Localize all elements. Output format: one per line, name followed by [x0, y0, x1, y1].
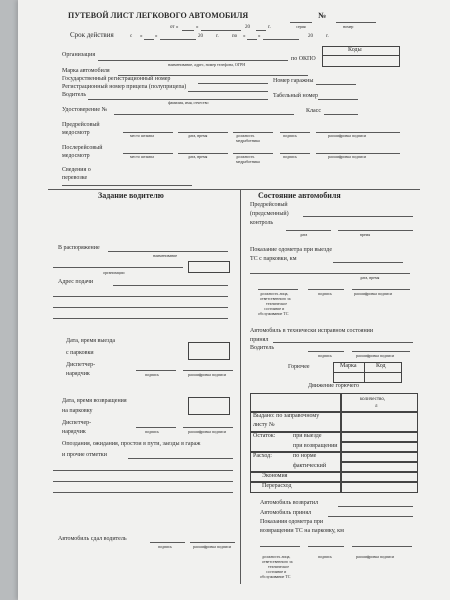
- resp-caption2: ответственного за: [260, 296, 291, 301]
- odo-depart-label: Показание одометра при выезде: [250, 247, 333, 253]
- med1-date-caption: дата, время: [188, 133, 208, 138]
- pretrip-med-label2: медосмотр: [62, 130, 90, 136]
- odo-depart-line: [333, 262, 403, 263]
- dispatch1-sig-line: [136, 370, 176, 371]
- return-resp-caption5: обслуживание ТС: [260, 574, 291, 579]
- med1-pos-caption: должность: [236, 133, 255, 138]
- tech-ok-label: Автомобиль в технически исправном состоянии: [250, 328, 374, 334]
- car-accepted-line: [328, 516, 413, 517]
- quote-open-2: «: [243, 34, 246, 39]
- handed-dec-caption: расшифровка подписи: [193, 544, 232, 549]
- med1-pos-caption2: медработника: [236, 138, 260, 143]
- to-year: 20: [308, 34, 313, 39]
- dispatch2-dec-line: [183, 427, 233, 428]
- resp-pos-line: [258, 289, 298, 290]
- trailer-reg-line: [188, 91, 268, 92]
- control-date-caption: дата: [300, 232, 308, 237]
- right-driver-label: Водитель: [250, 345, 275, 351]
- handed-label: Автомобиль сдал водитель: [58, 536, 127, 542]
- dispatcher2-label: Диспетчер-: [62, 420, 92, 426]
- resp-dec-line: [352, 289, 410, 290]
- month-line: [201, 30, 241, 31]
- return-dt-box: [188, 397, 230, 415]
- validity-from: с: [130, 34, 133, 39]
- depart-dt-box: [188, 342, 230, 360]
- fio-caption: фамилия, имя, отчество: [168, 100, 209, 105]
- fuel-move-label: Движение горючего: [308, 383, 360, 389]
- address-line3: [53, 307, 228, 308]
- fuel-code-label: Код: [376, 363, 386, 369]
- liters-label: л: [375, 404, 378, 409]
- med2-sig-caption: подпись: [283, 154, 297, 159]
- handed-sig-line: [150, 542, 185, 543]
- series-line: [290, 22, 312, 23]
- delays-label: Опоздания, ожидания, простои в пути, заезды в гараж: [62, 441, 201, 447]
- quote-open: «: [140, 34, 143, 39]
- marks-line1: [128, 458, 233, 459]
- column-divider: [240, 189, 241, 584]
- med2-pos-caption2: медработника: [236, 159, 260, 164]
- marks-line2: [53, 470, 233, 471]
- returned-label: Автомобиль возвратил: [260, 500, 319, 506]
- quantity-label: количество,: [360, 397, 386, 402]
- transport-info-line: [62, 185, 192, 186]
- address-line2: [53, 296, 228, 297]
- fuel-brand-label: Марка: [340, 363, 357, 369]
- naim-caption: наименование: [153, 253, 178, 258]
- license-line: [114, 114, 294, 115]
- okpo-label: по ОКПО: [291, 56, 316, 62]
- organization-line: [98, 60, 288, 61]
- return-dt-label: Дата, время возвращения: [62, 398, 127, 404]
- returned-line: [338, 506, 413, 507]
- odo-return-label: Показания одометра при: [260, 519, 324, 525]
- on-return-label: при возвращении: [293, 443, 338, 449]
- dispatch2-sig-line: [136, 427, 176, 428]
- med2-dec-caption: расшифровка подписи: [328, 154, 367, 159]
- to-month-line: [263, 39, 299, 40]
- dispatch2-sig-caption: подпись: [145, 429, 159, 434]
- return-parking-label: возвращении ТС на парковку, км: [260, 528, 344, 534]
- number-line: [336, 22, 376, 23]
- remainder-label: Остаток:: [253, 433, 276, 439]
- state-reg-line: [198, 83, 268, 84]
- disposal-line2: [53, 267, 183, 268]
- right-section-title: Состояние автомобиля: [258, 191, 341, 200]
- accepted-label: принял: [250, 337, 269, 343]
- resp-caption3: техническое: [266, 301, 287, 306]
- year-g: г.: [268, 25, 271, 30]
- control-date-line: [286, 230, 331, 231]
- car-brand-label: Марка автомобиля: [62, 68, 110, 74]
- validity-to: по: [232, 34, 238, 39]
- return-resp-caption1: должность лица,: [262, 554, 291, 559]
- address-label: Адрес подачи: [58, 279, 94, 285]
- pretrip-control-label: Предрейсовый: [250, 202, 288, 208]
- control-line1: [303, 216, 413, 217]
- resp-dec-caption: расшифровка подписи: [354, 291, 393, 296]
- med1-sig-caption: подпись: [283, 133, 297, 138]
- control-time-line: [338, 230, 413, 231]
- fuel-table-h2: [340, 393, 418, 413]
- depart-dt-label: Дата, время выезда: [66, 338, 116, 344]
- return-resp-caption4: состояние и: [266, 569, 287, 574]
- return-dec-line: [352, 546, 412, 547]
- organization-label: Организация: [62, 52, 96, 58]
- med2-pos-caption: должность: [236, 154, 255, 159]
- list-no-label: листу №: [253, 422, 275, 428]
- dispatcher-label: Диспетчер-: [66, 362, 96, 368]
- driver-sig-caption: подпись: [318, 353, 332, 358]
- resp-caption4: состояние и: [264, 306, 285, 311]
- odo-dt-caption: дата, время: [360, 275, 380, 280]
- control-label: контроль: [250, 220, 274, 226]
- section-divider: [48, 189, 420, 190]
- address-line1: [113, 285, 228, 286]
- return-sig-caption: подпись: [318, 554, 332, 559]
- resp-caption1: должность лица,: [260, 291, 289, 296]
- disposal-label: В распоряжение: [58, 245, 100, 251]
- transport-info-label2: перевозке: [62, 175, 88, 181]
- return-resp-caption2: ответственного за: [262, 559, 293, 564]
- return-pos-line: [260, 546, 300, 547]
- posttrip-med-label: Послерейсовый: [62, 145, 103, 151]
- to-quote-close: »: [258, 34, 261, 39]
- odo-dt-line: [250, 273, 410, 274]
- trailer-reg-label: Регистрационный номер прицепа (полуприцепа): [62, 84, 187, 90]
- dispatch1-dec-line: [183, 370, 233, 371]
- dispatch1-sig-caption: подпись: [145, 372, 159, 377]
- organization-caption: наименование, адрес, номер телефона, ОГРН: [168, 62, 246, 67]
- handed-dec-line: [190, 542, 235, 543]
- address-line4: [53, 318, 228, 319]
- med2-date-caption: дата, время: [188, 154, 208, 159]
- pretrip-med-label: Предрейсовый: [62, 122, 100, 128]
- transport-info-label: Сведения о: [62, 167, 91, 173]
- to-parking-label: на парковку: [62, 408, 93, 414]
- overuse-label: Перерасход: [262, 483, 292, 489]
- okpo-cell: [322, 55, 400, 67]
- valid-day-line: [144, 39, 154, 40]
- actual-label: фактический: [293, 463, 327, 469]
- background-edge: [0, 0, 18, 600]
- med2-place-caption: место штампа: [130, 154, 154, 159]
- resp-caption5: обслуживание ТС: [258, 311, 289, 316]
- control-time-caption: время: [360, 232, 371, 237]
- valid-month-line: [160, 39, 196, 40]
- valid-g: г.: [216, 34, 219, 39]
- accepted-line: [273, 342, 413, 343]
- class-label: Класс: [306, 108, 321, 114]
- garage-no-line: [316, 84, 356, 85]
- driver-sig-line: [308, 351, 344, 352]
- by-norm-label: по норме: [293, 453, 317, 459]
- fuel-label: Горючее: [288, 364, 310, 370]
- return-resp-caption3: техническое: [268, 564, 289, 569]
- driver-label: Водитель: [62, 92, 87, 98]
- fuel-table-h1: [250, 393, 342, 413]
- car-accepted-label: Автомобиль принял: [260, 510, 312, 516]
- issued-label: Выдано: по заправочному: [253, 413, 320, 419]
- fuel-brand-value: [333, 372, 365, 383]
- org-caption: организации: [103, 270, 125, 275]
- economy-label: Экономия: [262, 473, 288, 479]
- number-caption: номер: [343, 24, 354, 29]
- dispatch2-dec-caption: расшифровка подписи: [188, 429, 227, 434]
- codes-label: Коды: [348, 47, 362, 53]
- validity-label: Срок действия: [70, 31, 114, 39]
- marks-line4: [53, 492, 233, 493]
- series-caption: серия: [296, 24, 306, 29]
- from-parking-label: ТС с парковки, км: [250, 256, 297, 262]
- left-section-title: Задание водителю: [98, 191, 164, 200]
- naryadchik2-label: нарядчик: [62, 429, 86, 435]
- driver-dec-line: [352, 351, 410, 352]
- valid-quote-close: »: [155, 34, 158, 39]
- disposal-line: [108, 251, 228, 252]
- class-line: [324, 114, 358, 115]
- garage-no-label: Номер гаражны: [273, 78, 314, 84]
- to-g: г.: [326, 34, 329, 39]
- resp-sig-line: [308, 289, 344, 290]
- year-line: [256, 30, 266, 31]
- date-close-quote: »: [196, 25, 199, 30]
- fuel-issued-val: [340, 411, 418, 433]
- fuel-code-value: [364, 372, 402, 383]
- to-route-label: с парковки: [66, 350, 94, 356]
- tab-no-label: Табельный номер: [273, 93, 319, 99]
- posttrip-med-label2: медосмотр: [62, 153, 90, 159]
- marks-line3: [53, 481, 233, 482]
- date-from: от «: [170, 25, 179, 30]
- dispatch1-dec-caption: расшифровка подписи: [188, 372, 227, 377]
- on-depart-label: при выезде: [293, 433, 322, 439]
- day-line: [182, 30, 194, 31]
- disposal-code-box: [188, 261, 230, 273]
- state-reg-label: Государственный регистрационный номер: [62, 76, 171, 82]
- med1-dec-caption: расшифровка подписи: [328, 133, 367, 138]
- license-label: Удостоверение №: [62, 107, 108, 113]
- waybill-document: [18, 0, 450, 600]
- return-sig-line: [308, 546, 344, 547]
- year-prefix: 20: [245, 25, 250, 30]
- valid-year: 20: [198, 34, 203, 39]
- fuel-overuse-val: [340, 481, 418, 493]
- predposl-label: (предсменный): [250, 211, 289, 217]
- resp-sig-caption: подпись: [318, 291, 332, 296]
- naryadchik-label: нарядчик: [66, 371, 90, 377]
- med1-place-caption: место штампа: [130, 133, 154, 138]
- driver-dec-caption: расшифровка подписи: [356, 353, 395, 358]
- tab-no-line: [318, 99, 358, 100]
- other-marks-label: и прочие отметки: [62, 452, 107, 458]
- page-title: ПУТЕВОЙ ЛИСТ ЛЕГКОВОГО АВТОМОБИЛЯ: [68, 11, 249, 20]
- number-sign: №: [318, 11, 327, 20]
- return-dec-caption: расшифровка подписи: [356, 554, 395, 559]
- handed-sig-caption: подпись: [158, 544, 172, 549]
- to-day-line: [247, 39, 257, 40]
- consumption-label: Расход:: [253, 453, 272, 459]
